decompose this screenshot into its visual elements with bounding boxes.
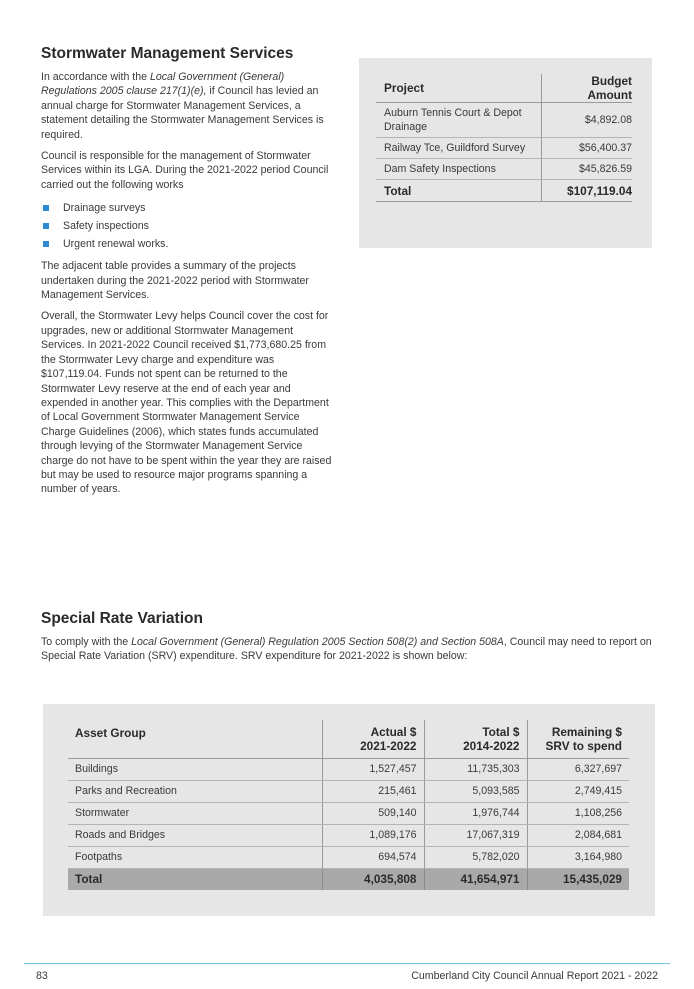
amount-cell: $56,400.37 [542, 138, 632, 159]
total-cell: 11,735,303 [424, 758, 527, 780]
column-header-project: Project [376, 74, 542, 103]
stormwater-paragraph-1: In accordance with the Local Government (General) Regulations 2005 clause 217(1)(e), if Council has levied an annual charge for Stormwater Management Services, a statement detailing the Stormwater Management Services is required. [41, 71, 324, 141]
actual-cell: 694,574 [322, 846, 424, 868]
table-row [68, 802, 629, 824]
amount-cell: $4,892.08 [542, 103, 632, 138]
remaining-cell: 2,749,415 [527, 780, 629, 802]
project-cell: Dam Safety Inspections [376, 159, 542, 180]
table-row [376, 103, 632, 138]
column-header-asset-group: Asset Group [68, 720, 322, 758]
amount-cell: $45,826.59 [542, 159, 632, 180]
total-label: Total [376, 180, 542, 202]
asset-group-cell: Footpaths [68, 846, 322, 868]
square-bullet-icon [43, 223, 49, 229]
table-header-row [376, 74, 632, 103]
list-item: Urgent renewal works. [41, 235, 333, 253]
asset-group-cell: Buildings [68, 758, 322, 780]
remaining-cell: 3,164,980 [527, 846, 629, 868]
list-item: Drainage surveys [41, 199, 333, 217]
stormwater-paragraph-4: Overall, the Stormwater Levy helps Council cover the cost for upgrades, new or additional Stormwater Management Services. In 2021-2022 Council received $1,773,680.25 from the Stormwater Levy charge and expenditure was $107,119.04. Funds not spent can be returned to the Stormwater Levy reserve at the end of each year and expended in another year. This complies with the Department of Local Government Stormwater Management Service Charge Guidelines (2006), which states funds accumulated through levying of the Stormwater Management Service charge do not have to be spent within the year they are raised but may be used to resource major programs spanning a number of years. [41, 310, 332, 496]
report-title: Cumberland City Council Annual Report 2021 - 2022 [411, 970, 658, 982]
column-header-remaining: Remaining $ SRV to spend [527, 720, 629, 758]
column-header-budget: Budget Amount [542, 74, 632, 103]
asset-group-cell: Stormwater [68, 802, 322, 824]
total-cumulative: 41,654,971 [424, 868, 527, 890]
total-amount: $107,119.04 [542, 180, 632, 202]
total-label: Total [68, 868, 322, 890]
total-actual: 4,035,808 [322, 868, 424, 890]
total-cell: 17,067,319 [424, 824, 527, 846]
remaining-cell: 1,108,256 [527, 802, 629, 824]
total-cell: 5,782,020 [424, 846, 527, 868]
total-cell: 1,976,744 [424, 802, 527, 824]
stormwater-paragraph-2: Council is responsible for the management of Stormwater Services within its LGA. During the 2021-2022 period Council carried out the following works [41, 150, 329, 191]
square-bullet-icon [43, 205, 49, 211]
table-row [68, 780, 629, 802]
table-row [68, 846, 629, 868]
srv-intro: To comply with the Local Government (General) Regulation 2005 Section 508(2) and Section 508A, Council may need to report on Special Rate Variation (SRV) expenditure. SRV expenditure for 2021-2022 is shown below: [41, 636, 652, 663]
actual-cell: 215,461 [322, 780, 424, 802]
table-total-row [68, 868, 629, 890]
square-bullet-icon [43, 241, 49, 247]
stormwater-heading: Stormwater Management Services [41, 45, 294, 62]
total-cell: 5,093,585 [424, 780, 527, 802]
stormwater-table-panel [359, 58, 652, 248]
stormwater-body [41, 70, 333, 504]
works-list [41, 199, 333, 253]
page-number: 83 [36, 970, 48, 982]
asset-group-cell: Roads and Bridges [68, 824, 322, 846]
table-row [68, 758, 629, 780]
table-row [376, 138, 632, 159]
asset-group-cell: Parks and Recreation [68, 780, 322, 802]
actual-cell: 1,089,176 [322, 824, 424, 846]
remaining-cell: 6,327,697 [527, 758, 629, 780]
footer-divider [24, 963, 670, 964]
table-row [68, 824, 629, 846]
stormwater-budget-table [376, 74, 632, 202]
srv-expenditure-table [68, 720, 629, 890]
actual-cell: 1,527,457 [322, 758, 424, 780]
table-row [376, 159, 632, 180]
table-total-row [376, 180, 632, 202]
project-cell: Railway Tce, Guildford Survey [376, 138, 542, 159]
total-remaining: 15,435,029 [527, 868, 629, 890]
column-header-actual: Actual $ 2021-2022 [322, 720, 424, 758]
stormwater-paragraph-3: The adjacent table provides a summary of the projects undertaken during the 2021-2022 period with Stormwater Management Services. [41, 260, 309, 302]
actual-cell: 509,140 [322, 802, 424, 824]
srv-table-panel [43, 704, 655, 916]
project-cell: Auburn Tennis Court & Depot Drainage [376, 103, 542, 138]
srv-heading: Special Rate Variation [41, 610, 203, 627]
remaining-cell: 2,084,681 [527, 824, 629, 846]
table-header-row [68, 720, 629, 758]
list-item: Safety inspections [41, 217, 333, 235]
column-header-total: Total $ 2014-2022 [424, 720, 527, 758]
